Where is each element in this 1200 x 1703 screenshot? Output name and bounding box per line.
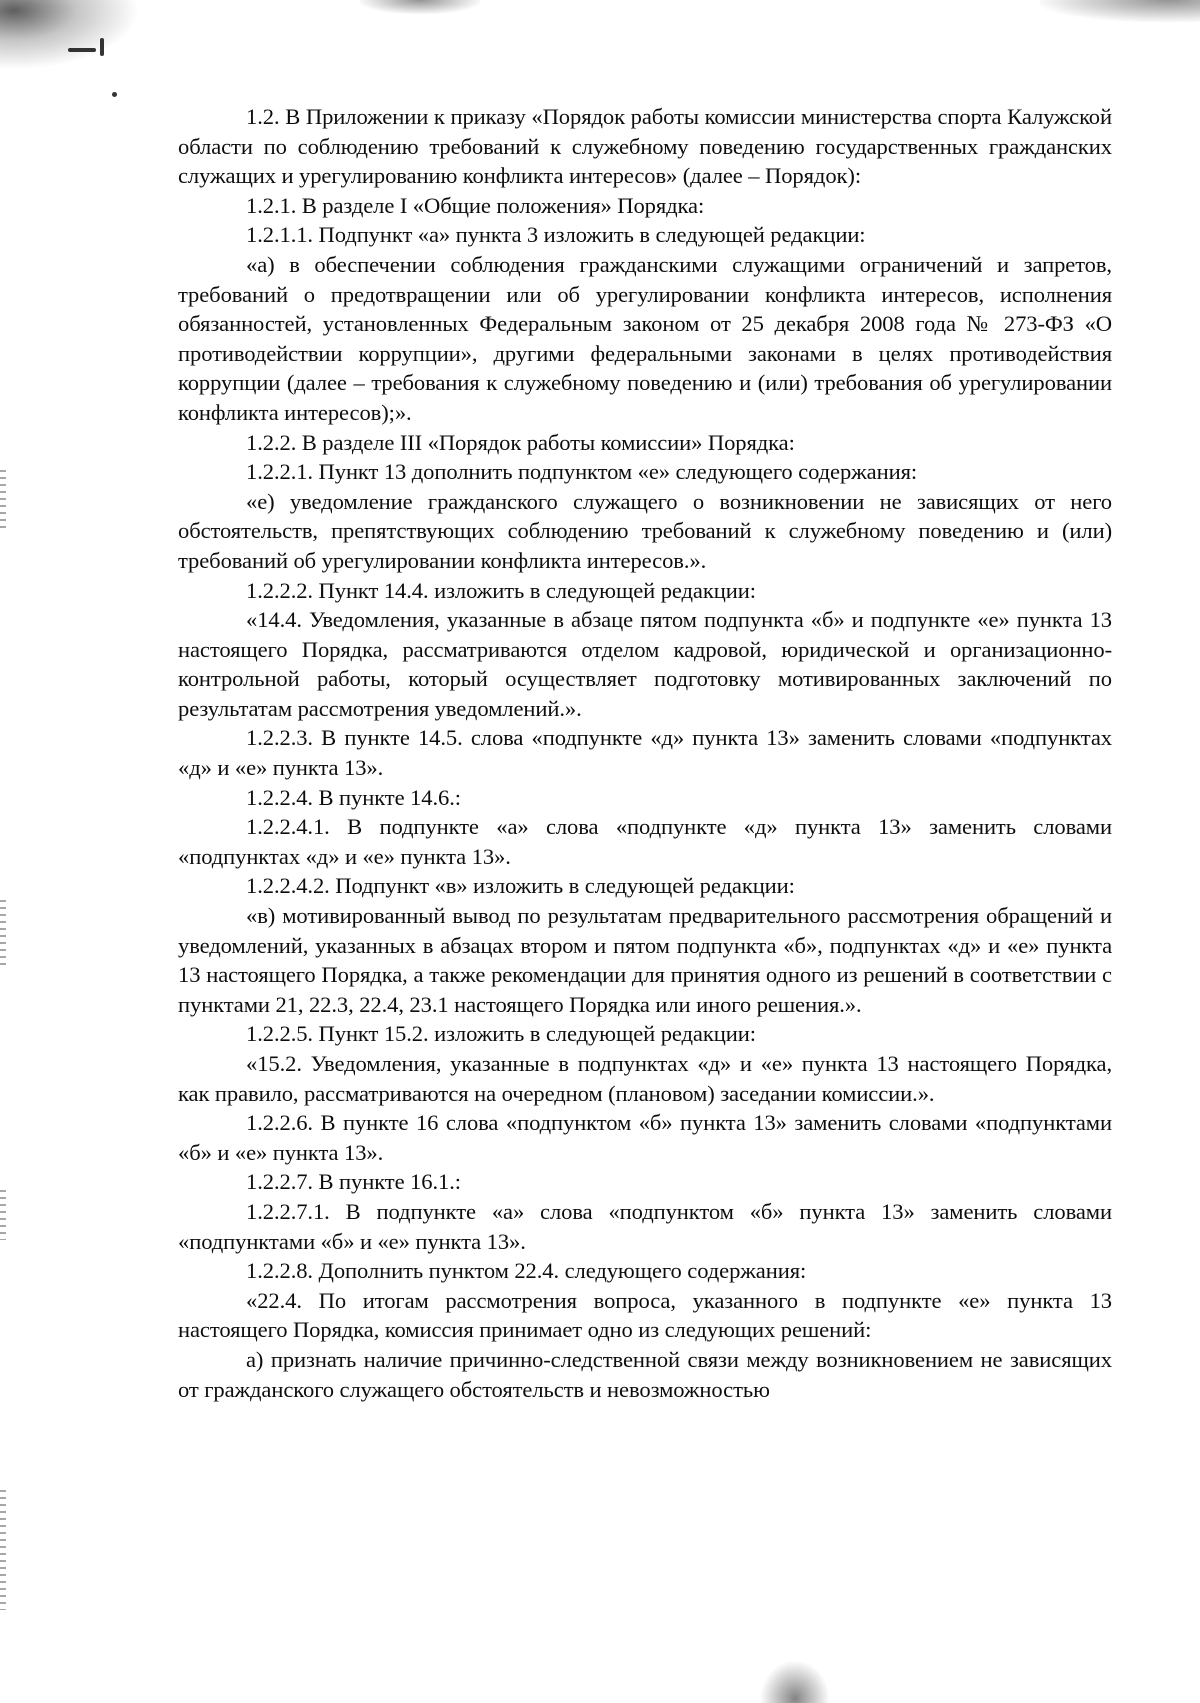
paragraph-1-2-1-1: 1.2.1.1. Подпункт «а» пункта 3 изложить в следующей редакции: <box>246 222 866 248</box>
paragraph-1-2: 1.2. В Приложении к приказу «Порядок работы комиссии министерства спорта Калужской области по соблюдению требований к служебному поведению государственных гражданских служащих и урегулированию конфликта интересов» (далее – Порядок): <box>178 104 1112 189</box>
paragraph-1-2-2-4: 1.2.2.4. В пункте 14.6.: <box>246 784 461 810</box>
paragraph-subpoint-a-decision: а) признать наличие причинно-следственной связи между возникновением не зависящих от гражданского служащего обстоятельств и невозможностью <box>178 1346 1112 1402</box>
scan-artifact-left-edge <box>0 1190 6 1240</box>
paragraph-subpoint-e: «е) уведомление гражданского служащего о возникновении не зависящих от него обстоятельств, препятствующих соблюдению требований к служебному поведению и (или) требований об урегулировании конфликта интересов.». <box>178 488 1112 573</box>
paragraph-1-2-2-7-1: 1.2.2.7.1. В подпункте «а» слова «подпунктом «б» пункта 13» заменить словами «подпунктами «б» и «е» пункта 13». <box>178 1198 1112 1254</box>
paragraph-1-2-2-5: 1.2.2.5. Пункт 15.2. изложить в следующей редакции: <box>246 1021 756 1047</box>
scan-artifact-left-edge <box>0 900 6 970</box>
scan-artifact-top-right <box>1040 0 1200 22</box>
paragraph-15-2: «15.2. Уведомления, указанные в подпунктах «д» и «е» пункта 13 настоящего Порядка, как правило, рассматриваются на очередном (плановом) заседании комиссии.». <box>178 1051 1112 1106</box>
paragraph-1-2-2-8: 1.2.2.8. Дополнить пунктом 22.4. следующего содержания: <box>246 1258 807 1284</box>
paragraph-1-2-2-4-1: 1.2.2.4.1. В подпункте «а» слова «подпункте «д» пункта 13» заменить словами «подпунктах «д» и «е» пункта 13». <box>178 814 1112 869</box>
scan-speck <box>68 48 96 52</box>
paragraph-1-2-2-7: 1.2.2.7. В пункте 16.1.: <box>246 1169 461 1195</box>
paragraph-1-2-2: 1.2.2. В разделе III «Порядок работы комиссии» Порядка: <box>246 429 795 455</box>
scan-artifact-left-edge <box>0 470 6 530</box>
paragraph-1-2-2-6: 1.2.2.6. В пункте 16 слова «подпунктом «б» пункта 13» заменить словами «подпунктами «б» и «е» пункта 13». <box>178 1110 1112 1165</box>
document-body <box>178 102 1112 1404</box>
scan-speck <box>112 92 117 97</box>
paragraph-1-2-2-4-2: 1.2.2.4.2. Подпункт «в» изложить в следующей редакции: <box>246 873 795 899</box>
scan-artifact-top <box>360 0 480 14</box>
scan-artifact-left-edge <box>0 1490 6 1610</box>
paragraph-1-2-1: 1.2.1. В разделе I «Общие положения» Порядка: <box>246 192 705 218</box>
paragraph-14-4: «14.4. Уведомления, указанные в абзаце пятом подпункта «б» и подпункте «е» пункта 13 настоящего Порядка, рассматриваются отделом кадровой, юридической и организационно-контрольной работы, который осуществляет подготовку мотивированных заключений по результатам рассмотрения уведомлений.». <box>178 607 1112 721</box>
paragraph-1-2-2-2: 1.2.2.2. Пункт 14.4. изложить в следующей редакции: <box>246 577 756 603</box>
paragraph-subpoint-a: «а) в обеспечении соблюдения гражданскими служащими ограничений и запретов, требований о предотвращении или об урегулировании конфликта интересов, исполнения обязанностей, установленных Федеральным законом от 25 декабря 2008 года № 273-ФЗ «О противодействии коррупции», другими федеральными законами в целях противодействия коррупции (далее – требования к служебному поведению и (или) требования об урегулировании конфликта интересов);». <box>178 251 1112 425</box>
paragraph-1-2-2-1: 1.2.2.1. Пункт 13 дополнить подпунктом «е» следующего содержания: <box>246 459 918 485</box>
paragraph-1-2-2-3: 1.2.2.3. В пункте 14.5. слова «подпункте «д» пункта 13» заменить словами «подпунктах «д» и «е» пункта 13». <box>178 725 1112 781</box>
paragraph-subpoint-v: «в) мотивированный вывод по результатам предварительного рассмотрения обращений и уведомлений, указанных в абзацах втором и пятом подпункта «б», подпунктах «д» и «е» пункта 13 настоящего Порядка, а также рекомендации для принятия одного из решений в соответствии с пунктами 21, 22.3, 22.4, 23.1 настоящего Порядка или иного решения.». <box>178 903 1112 1017</box>
paragraph-22-4: «22.4. По итогам рассмотрения вопроса, указанного в подпункте «е» пункта 13 настоящего Порядка, комиссия принимает одно из следующих решений: <box>178 1287 1112 1343</box>
scan-speck <box>100 38 104 56</box>
scan-artifact-corner <box>0 0 140 70</box>
scan-artifact-bottom <box>760 1660 830 1703</box>
